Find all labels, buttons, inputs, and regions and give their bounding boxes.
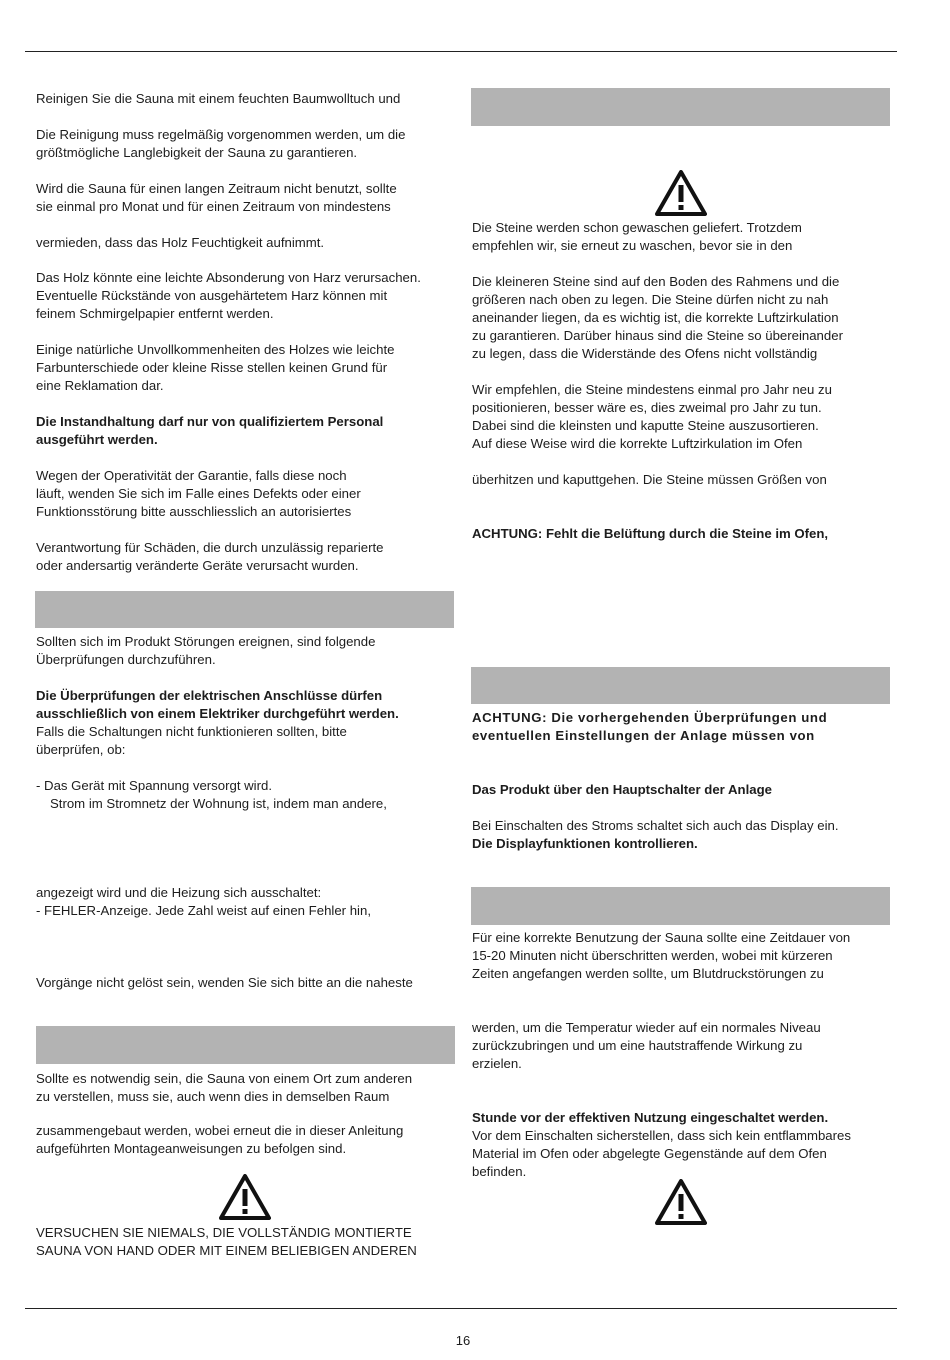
section-heading-bar bbox=[471, 887, 890, 925]
left-paragraph-8: Wegen der Operativität der Garantie, falls diese noch läuft, wenden Sie sich im Falle eines Defekts oder einer Funktionsstörung bitte ausschliesslich an autorisiertes bbox=[36, 468, 361, 519]
right-paragraph-3: Wir empfehlen, die Steine mindestens einmal pro Jahr neu zu positionieren, besser wäre es, dies zweimal pro Jahr zu tun. Dabei sind die kleinsten und kaputte Steine auszusortieren. Auf diese Weise wird die korrekte Luftzirkulation im Ofen bbox=[472, 382, 832, 451]
left-paragraph-6: Einige natürliche Unvollkommenheiten des Holzes wie leichte Farbunterschiede oder kleine Risse stellen keinen Grund für eine Reklamation dar. bbox=[36, 342, 395, 393]
right-paragraph-11-bold: Stunde vor der effektiven Nutzung eingeschaltet werden. bbox=[472, 1110, 829, 1125]
left-paragraph-11-bold: Die Überprüfungen der elektrischen Anschlüsse dürfen ausschließlich von einem Elektriker durchgeführt werden. bbox=[36, 688, 399, 721]
left-paragraph-2: Die Reinigung muss regelmäßig vorgenommen werden, um die größtmögliche Langlebigkeit der Sauna zu garantieren. bbox=[36, 127, 406, 160]
right-paragraph-12: Vor dem Einschalten sicherstellen, dass sich kein entflammbares Material im Ofen oder abgelegte Gegenstände auf dem Ofen befinden. bbox=[472, 1128, 851, 1179]
left-paragraph-16: Sollte es notwendig sein, die Sauna von einem Ort zum anderen zu verstellen, muss sie, auch wenn dies in demselben Raum bbox=[36, 1071, 413, 1104]
left-paragraph-14: - FEHLER-Anzeige. Jede Zahl weist auf einen Fehler hin, bbox=[36, 903, 371, 918]
left-paragraph-5: Das Holz könnte eine leichte Absonderung von Harz verursachen. Eventuelle Rückstände von ausgehärtetem Harz können mit feinem Schmirgelpapier entfernt werden. bbox=[36, 270, 421, 321]
left-paragraph-1: Reinigen Sie die Sauna mit einem feuchten Baumwolltuch und bbox=[36, 91, 401, 106]
warning-triangle-icon bbox=[219, 1174, 271, 1220]
header-rule bbox=[25, 51, 897, 52]
warning-triangle-icon bbox=[655, 170, 707, 216]
section-heading-bar bbox=[471, 667, 890, 704]
section-heading-bar bbox=[471, 88, 890, 126]
section-heading-bar bbox=[35, 591, 454, 628]
page-number: 16 bbox=[455, 1333, 471, 1348]
warning-triangle-icon bbox=[655, 1179, 707, 1225]
right-paragraph-7-bold: Das Produkt über den Hauptschalter der Anlage bbox=[472, 782, 772, 797]
left-paragraph-7-bold: Die Instandhaltung darf nur von qualifiziertem Personal ausgeführt werden. bbox=[36, 414, 384, 447]
section-heading-bar bbox=[36, 1026, 455, 1064]
right-paragraph-10: werden, um die Temperatur wieder auf ein normales Niveau zurückzubringen und um eine hautstraffende Wirkung zu erzielen. bbox=[472, 1020, 821, 1071]
right-paragraph-1: Die Steine werden schon gewaschen geliefert. Trotzdem empfehlen wir, sie erneut zu waschen, bevor sie in den bbox=[472, 220, 802, 253]
left-paragraph-12: - Das Gerät mit Spannung versorgt wird. Strom im Stromnetz der Wohnung ist, indem man andere, bbox=[36, 778, 387, 811]
left-paragraph-3: Wird die Sauna für einen langen Zeitraum nicht benutzt, sollte sie einmal pro Monat und für einen Zeitraum von mindestens bbox=[36, 181, 397, 214]
right-paragraph-2: Die kleineren Steine sind auf den Boden des Rahmens und die größeren nach oben zu legen. Die Steine dürfen nicht zu nah aneinander liegen, da es wichtig ist, die korrekte Luftzirkulation zu garantieren. Darüber hinaus sind die Steine so übereinander zu legen, dass die Widerstände des Ofens nicht vollständig bbox=[472, 274, 843, 361]
right-paragraph-8b-bold: Die Displayfunktionen kontrollieren. bbox=[472, 836, 698, 851]
left-paragraph-15: Vorgänge nicht gelöst sein, wenden Sie sich bitte an die naheste bbox=[36, 975, 413, 990]
footer-rule bbox=[25, 1308, 897, 1309]
left-paragraph-17: zusammengebaut werden, wobei erneut die in dieser Anleitung aufgeführten Montageanweisungen zu befolgen sind. bbox=[36, 1123, 404, 1156]
left-paragraph-13: angezeigt wird und die Heizung sich ausschaltet: bbox=[36, 885, 322, 900]
right-paragraph-6-bold: ACHTUNG: Die vorhergehenden Überprüfungen und eventuellen Einstellungen der Anlage müssen von bbox=[472, 710, 828, 743]
left-paragraph-4: vermieden, dass das Holz Feuchtigkeit aufnimmt. bbox=[36, 235, 325, 250]
right-paragraph-8: Bei Einschalten des Stroms schaltet sich auch das Display ein. bbox=[472, 818, 839, 833]
left-paragraph-18: VERSUCHEN SIE NIEMALS, DIE VOLLSTÄNDIG MONTIERTE SAUNA VON HAND ODER MIT EINEM BELIEBIGEN ANDEREN bbox=[36, 1225, 417, 1258]
left-paragraph-10: Sollten sich im Produkt Störungen ereignen, sind folgende Überprüfungen durchzuführen. bbox=[36, 634, 376, 667]
right-paragraph-4: überhitzen und kaputtgehen. Die Steine müssen Größen von bbox=[472, 472, 827, 487]
left-paragraph-9: Verantwortung für Schäden, die durch unzulässig reparierte oder andersartig veränderte Geräte verursacht wurden. bbox=[36, 540, 384, 573]
right-paragraph-9: Für eine korrekte Benutzung der Sauna sollte eine Zeitdauer von 15-20 Minuten nicht überschritten werden, wobei mit kürzeren Zeiten angefangen werden sollte, um Blutdruckstörungen zu bbox=[472, 930, 851, 981]
left-paragraph-11b: Falls die Schaltungen nicht funktionieren sollten, bitte überprüfen, ob: bbox=[36, 724, 347, 757]
right-paragraph-5-bold: ACHTUNG: Fehlt die Belüftung durch die Steine im Ofen, bbox=[472, 526, 829, 541]
